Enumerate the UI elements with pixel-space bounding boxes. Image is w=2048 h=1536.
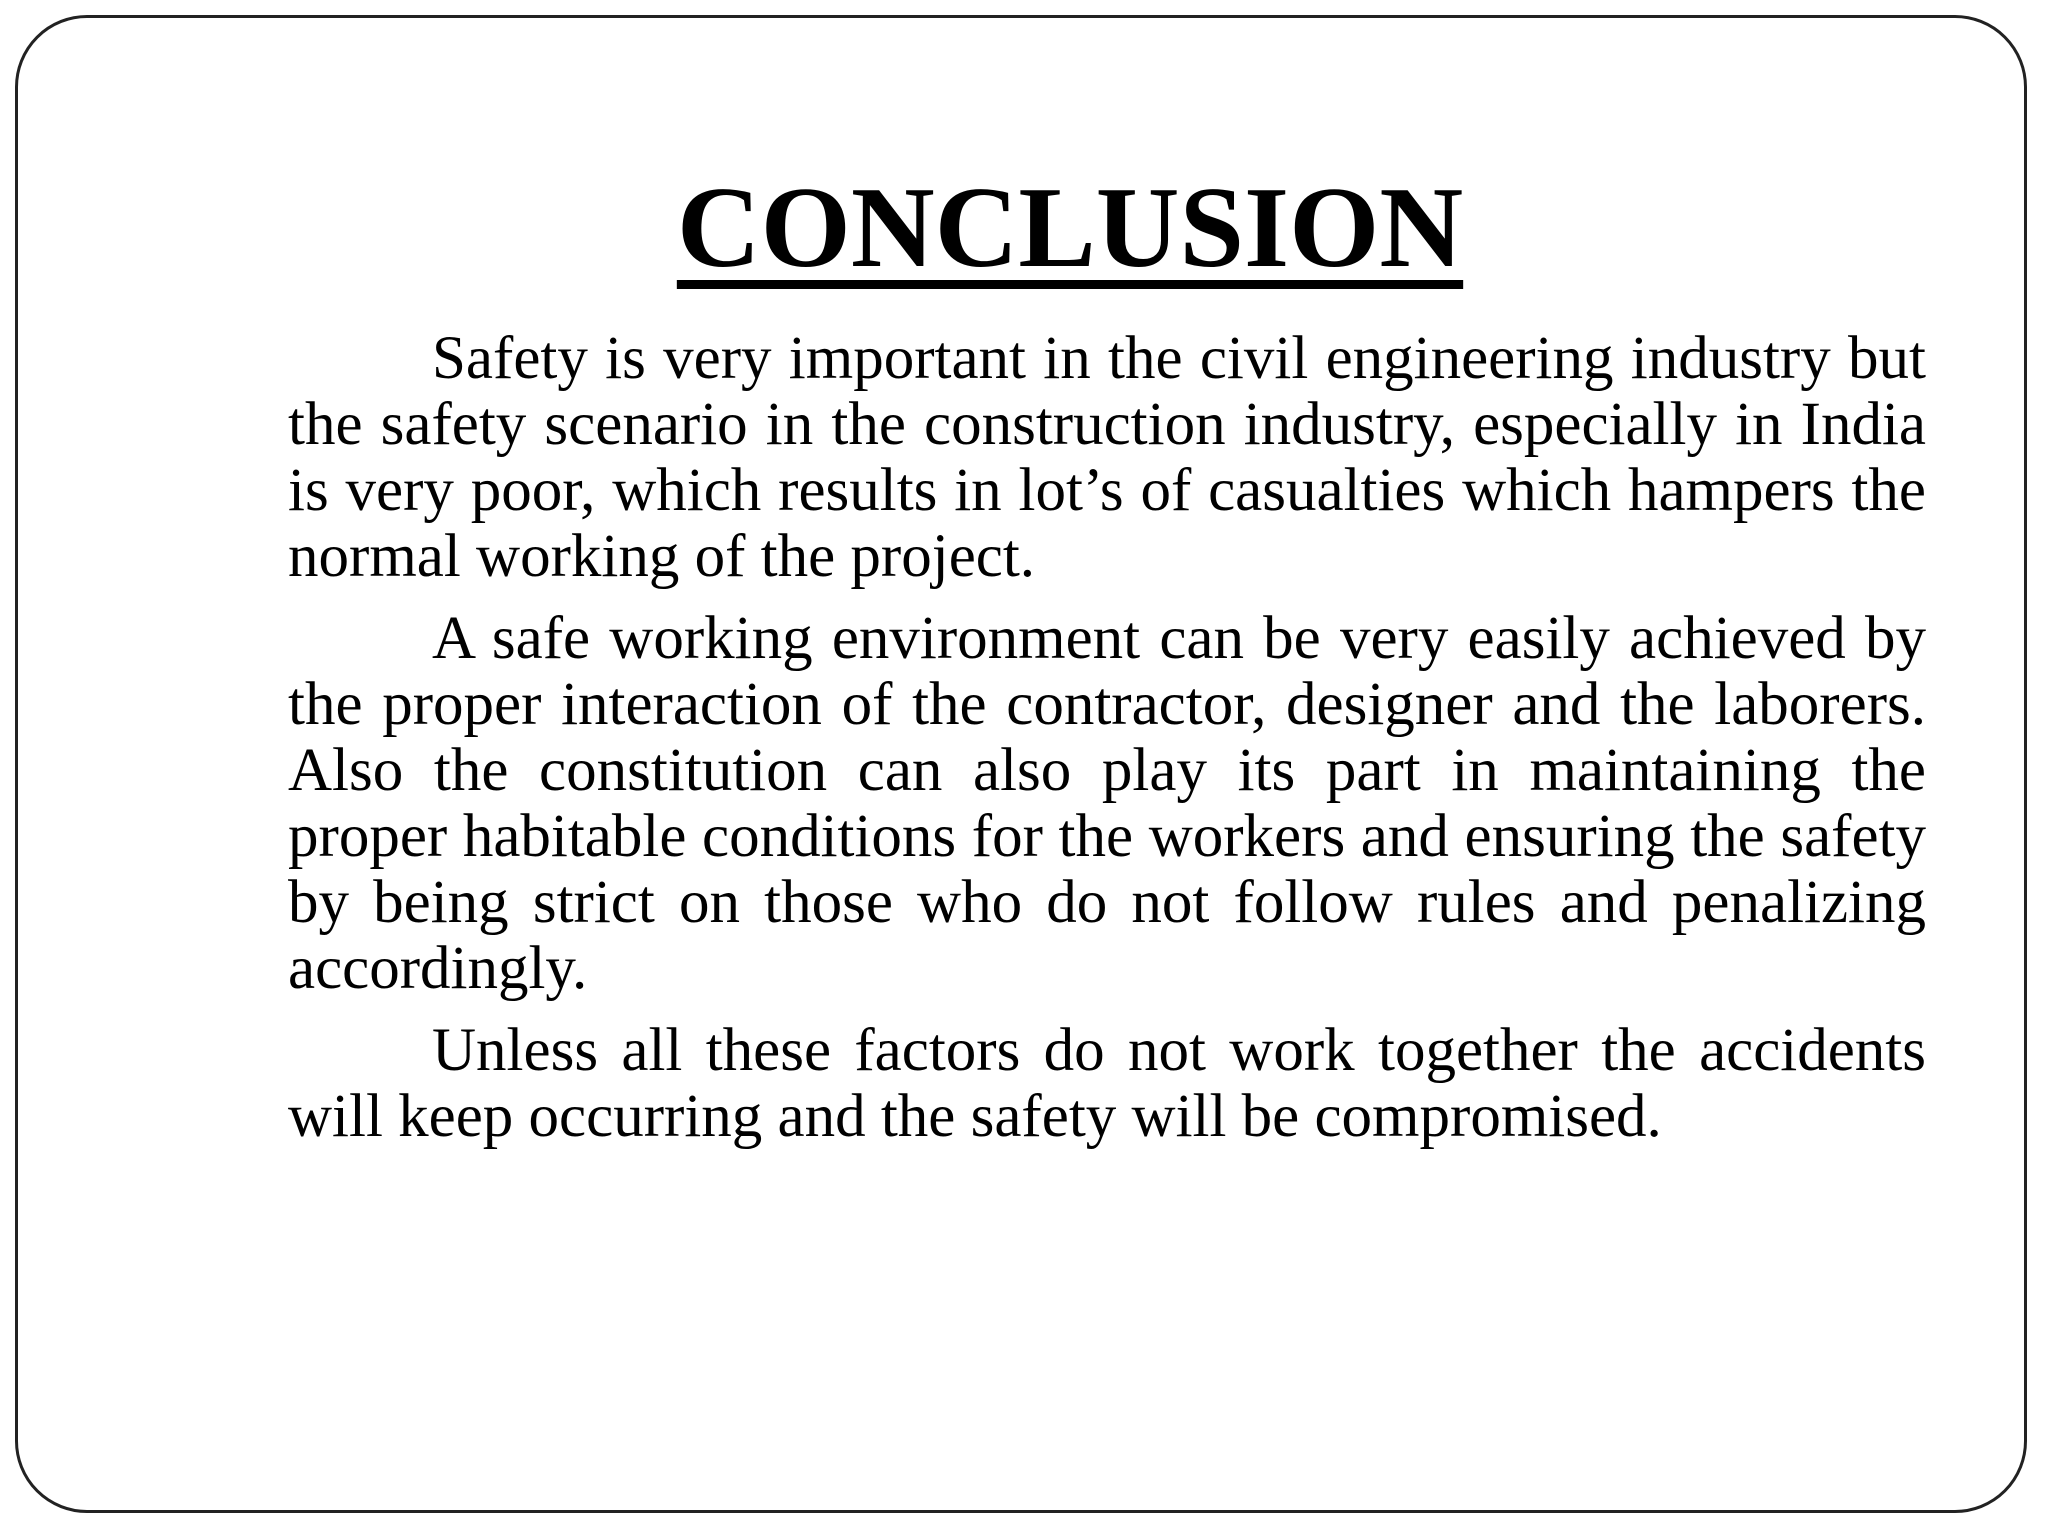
slide-title-text: CONCLUSION xyxy=(676,164,1464,292)
paragraph-1: Safety is very important in the civil engineering industry but the safety scenario in the construction industry, especially in India is very poor, which results in lot’s of casualties which hampers the normal working of the project. xyxy=(288,325,1926,590)
paragraph-2: A safe working environment can be very easily achieved by the proper interaction of the contractor, designer and the laborers. Also the constitution can also play its part in maintaining the proper habitable conditions for the workers and ensuring the safety by being strict on those who do not follow rules and penalizing accordingly. xyxy=(288,605,1926,1002)
slide-body xyxy=(288,326,1926,1166)
slide-title xyxy=(0,164,2048,292)
paragraph-3: Unless all these factors do not work together the accidents will keep occurring and the safety will be compromised. xyxy=(288,1017,1926,1150)
